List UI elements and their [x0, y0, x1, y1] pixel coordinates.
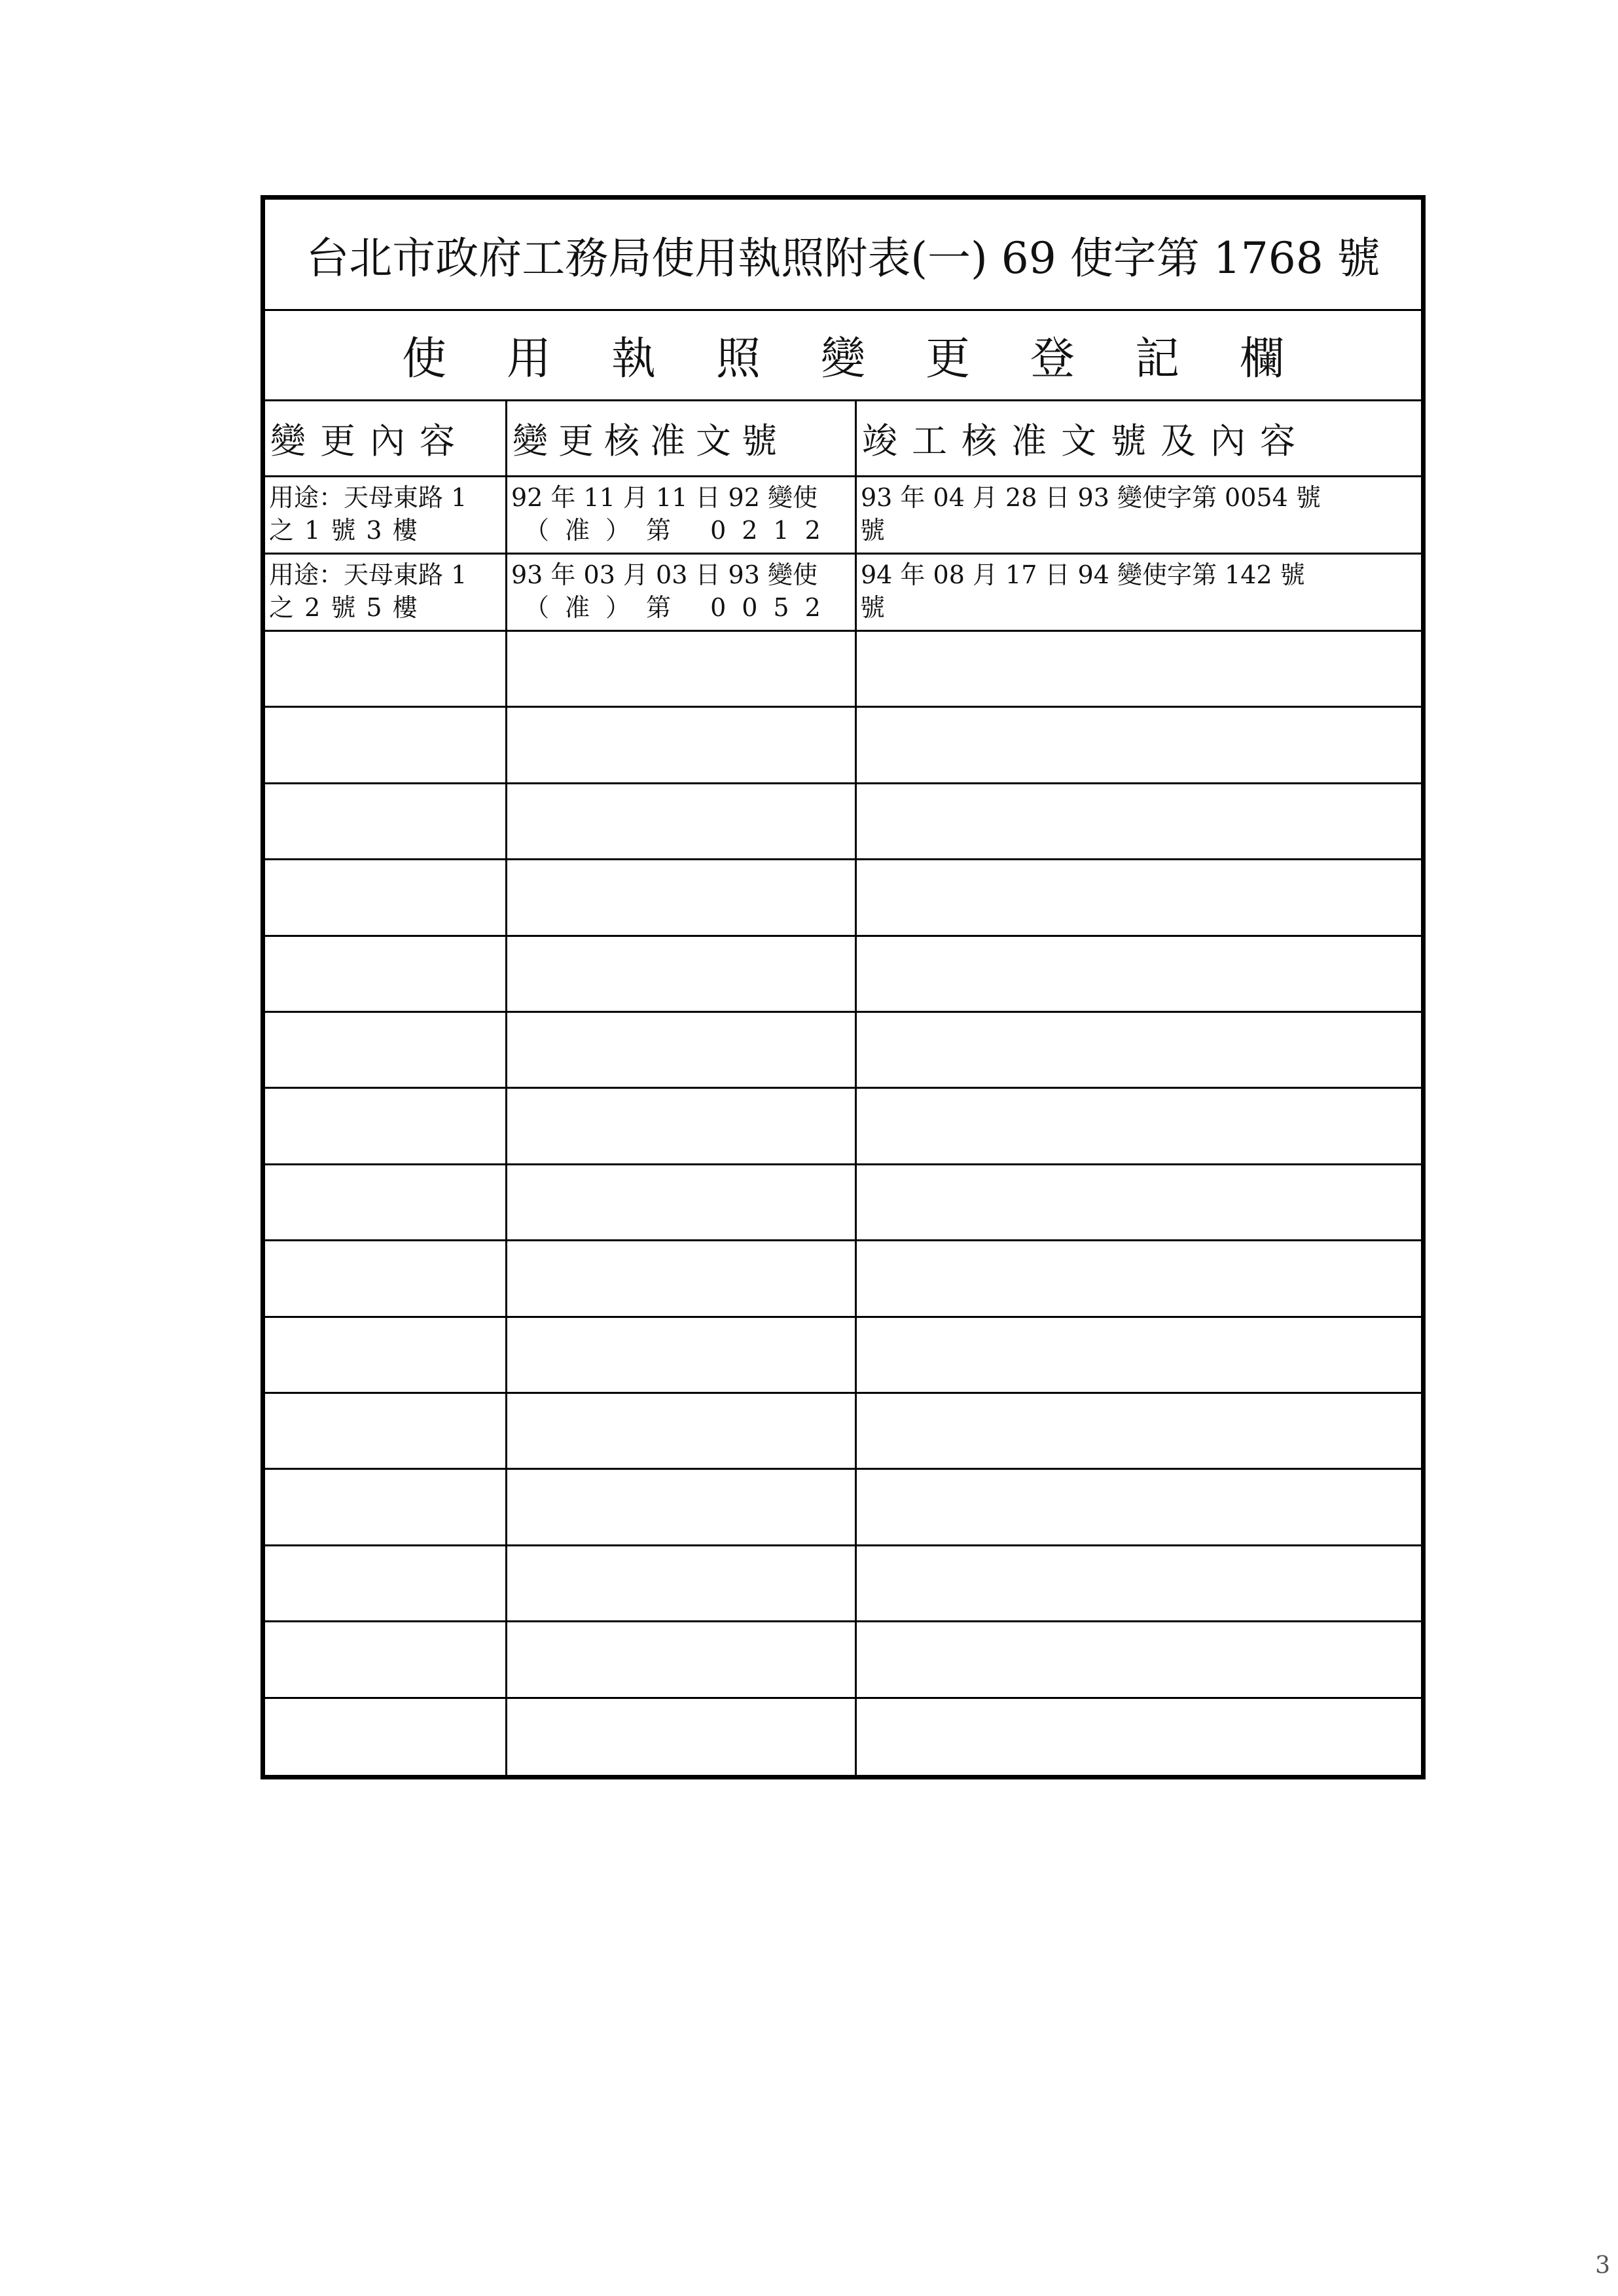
empty-cell [507, 1318, 857, 1392]
empty-cell [857, 1318, 1421, 1392]
empty-cell [265, 1318, 507, 1392]
table-row [265, 1165, 1421, 1241]
form-title [265, 200, 1421, 311]
empty-cell [857, 1622, 1421, 1696]
empty-cell [507, 860, 857, 934]
empty-cell [265, 937, 507, 1011]
corner-mark: 3 [1595, 2252, 1610, 2279]
empty-cell [857, 1699, 1421, 1775]
change-content-cell: 用途：天母東路 1 之 1 號 3 樓 [265, 477, 507, 553]
change-content-cell: 用途：天母東路 1 之 2 號 5 樓 [265, 555, 507, 630]
empty-cell [857, 1394, 1421, 1468]
table-row [265, 937, 1421, 1013]
table-row [265, 1622, 1421, 1698]
table-row [265, 555, 1421, 632]
empty-cell [507, 1470, 857, 1544]
empty-cell [507, 784, 857, 858]
empty-cell [265, 784, 507, 858]
table-row [265, 1470, 1421, 1546]
table-row [265, 1318, 1421, 1394]
table-row [265, 860, 1421, 936]
empty-cell [265, 1241, 507, 1315]
table-row [265, 1699, 1421, 1775]
empty-cell [857, 937, 1421, 1011]
form-subtitle-text: 使用執照變更登記欄 [401, 333, 1344, 385]
empty-cell [507, 632, 857, 706]
empty-cell [857, 784, 1421, 858]
empty-cell [857, 632, 1421, 706]
table-row [265, 477, 1421, 555]
empty-cell [265, 1394, 507, 1468]
table-row [265, 1546, 1421, 1622]
empty-cell [265, 1470, 507, 1544]
approval-no-cell: 93 年 03 月 03 日 93 變使 （准）第 0052 號 [507, 555, 857, 630]
empty-cell [857, 1089, 1421, 1163]
empty-cell [265, 1165, 507, 1239]
table-row [265, 1013, 1421, 1089]
table-row [265, 632, 1421, 708]
empty-cell [265, 1089, 507, 1163]
empty-cell [265, 1699, 507, 1775]
empty-cell [857, 1013, 1421, 1087]
empty-cell [265, 708, 507, 782]
completion-cell: 94 年 08 月 17 日 94 變使字第 142 號 [861, 560, 1305, 589]
table-row [265, 1089, 1421, 1165]
empty-cell [857, 1546, 1421, 1620]
empty-cell [507, 708, 857, 782]
empty-cell [857, 1165, 1421, 1239]
table-header-row [265, 401, 1421, 477]
form-subtitle [265, 311, 1421, 401]
empty-cell [507, 1089, 857, 1163]
change-register-table [265, 401, 1421, 1775]
column-header-approval-no: 變更核准文號 [507, 401, 857, 475]
table-row [265, 784, 1421, 860]
empty-cell [265, 860, 507, 934]
table-row [265, 1241, 1421, 1317]
empty-cell [265, 1622, 507, 1696]
usage-license-form [261, 195, 1426, 1779]
form-title-text: 台北市政府工務局使用執照附表(一) 69 使字第 1768 號 [306, 233, 1380, 283]
empty-cell [507, 1394, 857, 1468]
empty-cell [507, 937, 857, 1011]
completion-cell: 93 年 04 月 28 日 93 變使字第 0054 號 [861, 483, 1321, 512]
empty-cell [857, 1241, 1421, 1315]
empty-cell [507, 1546, 857, 1620]
table-row [265, 1394, 1421, 1470]
column-header-completion: 竣工核准文號及內容 [862, 420, 1310, 462]
empty-cell [265, 1013, 507, 1087]
empty-cell [857, 860, 1421, 934]
empty-cell [265, 632, 507, 706]
empty-cell [265, 1546, 507, 1620]
approval-no-cell: 92 年 11 月 11 日 92 變使 （准）第 0212 號 [507, 477, 857, 553]
column-header-change-content: 變更內容 [265, 401, 507, 475]
empty-cell [857, 1470, 1421, 1544]
table-row [265, 708, 1421, 784]
empty-cell [507, 1241, 857, 1315]
empty-cell [507, 1622, 857, 1696]
empty-cell [857, 708, 1421, 782]
empty-cell [507, 1013, 857, 1087]
empty-cell [507, 1165, 857, 1239]
empty-cell [507, 1699, 857, 1775]
